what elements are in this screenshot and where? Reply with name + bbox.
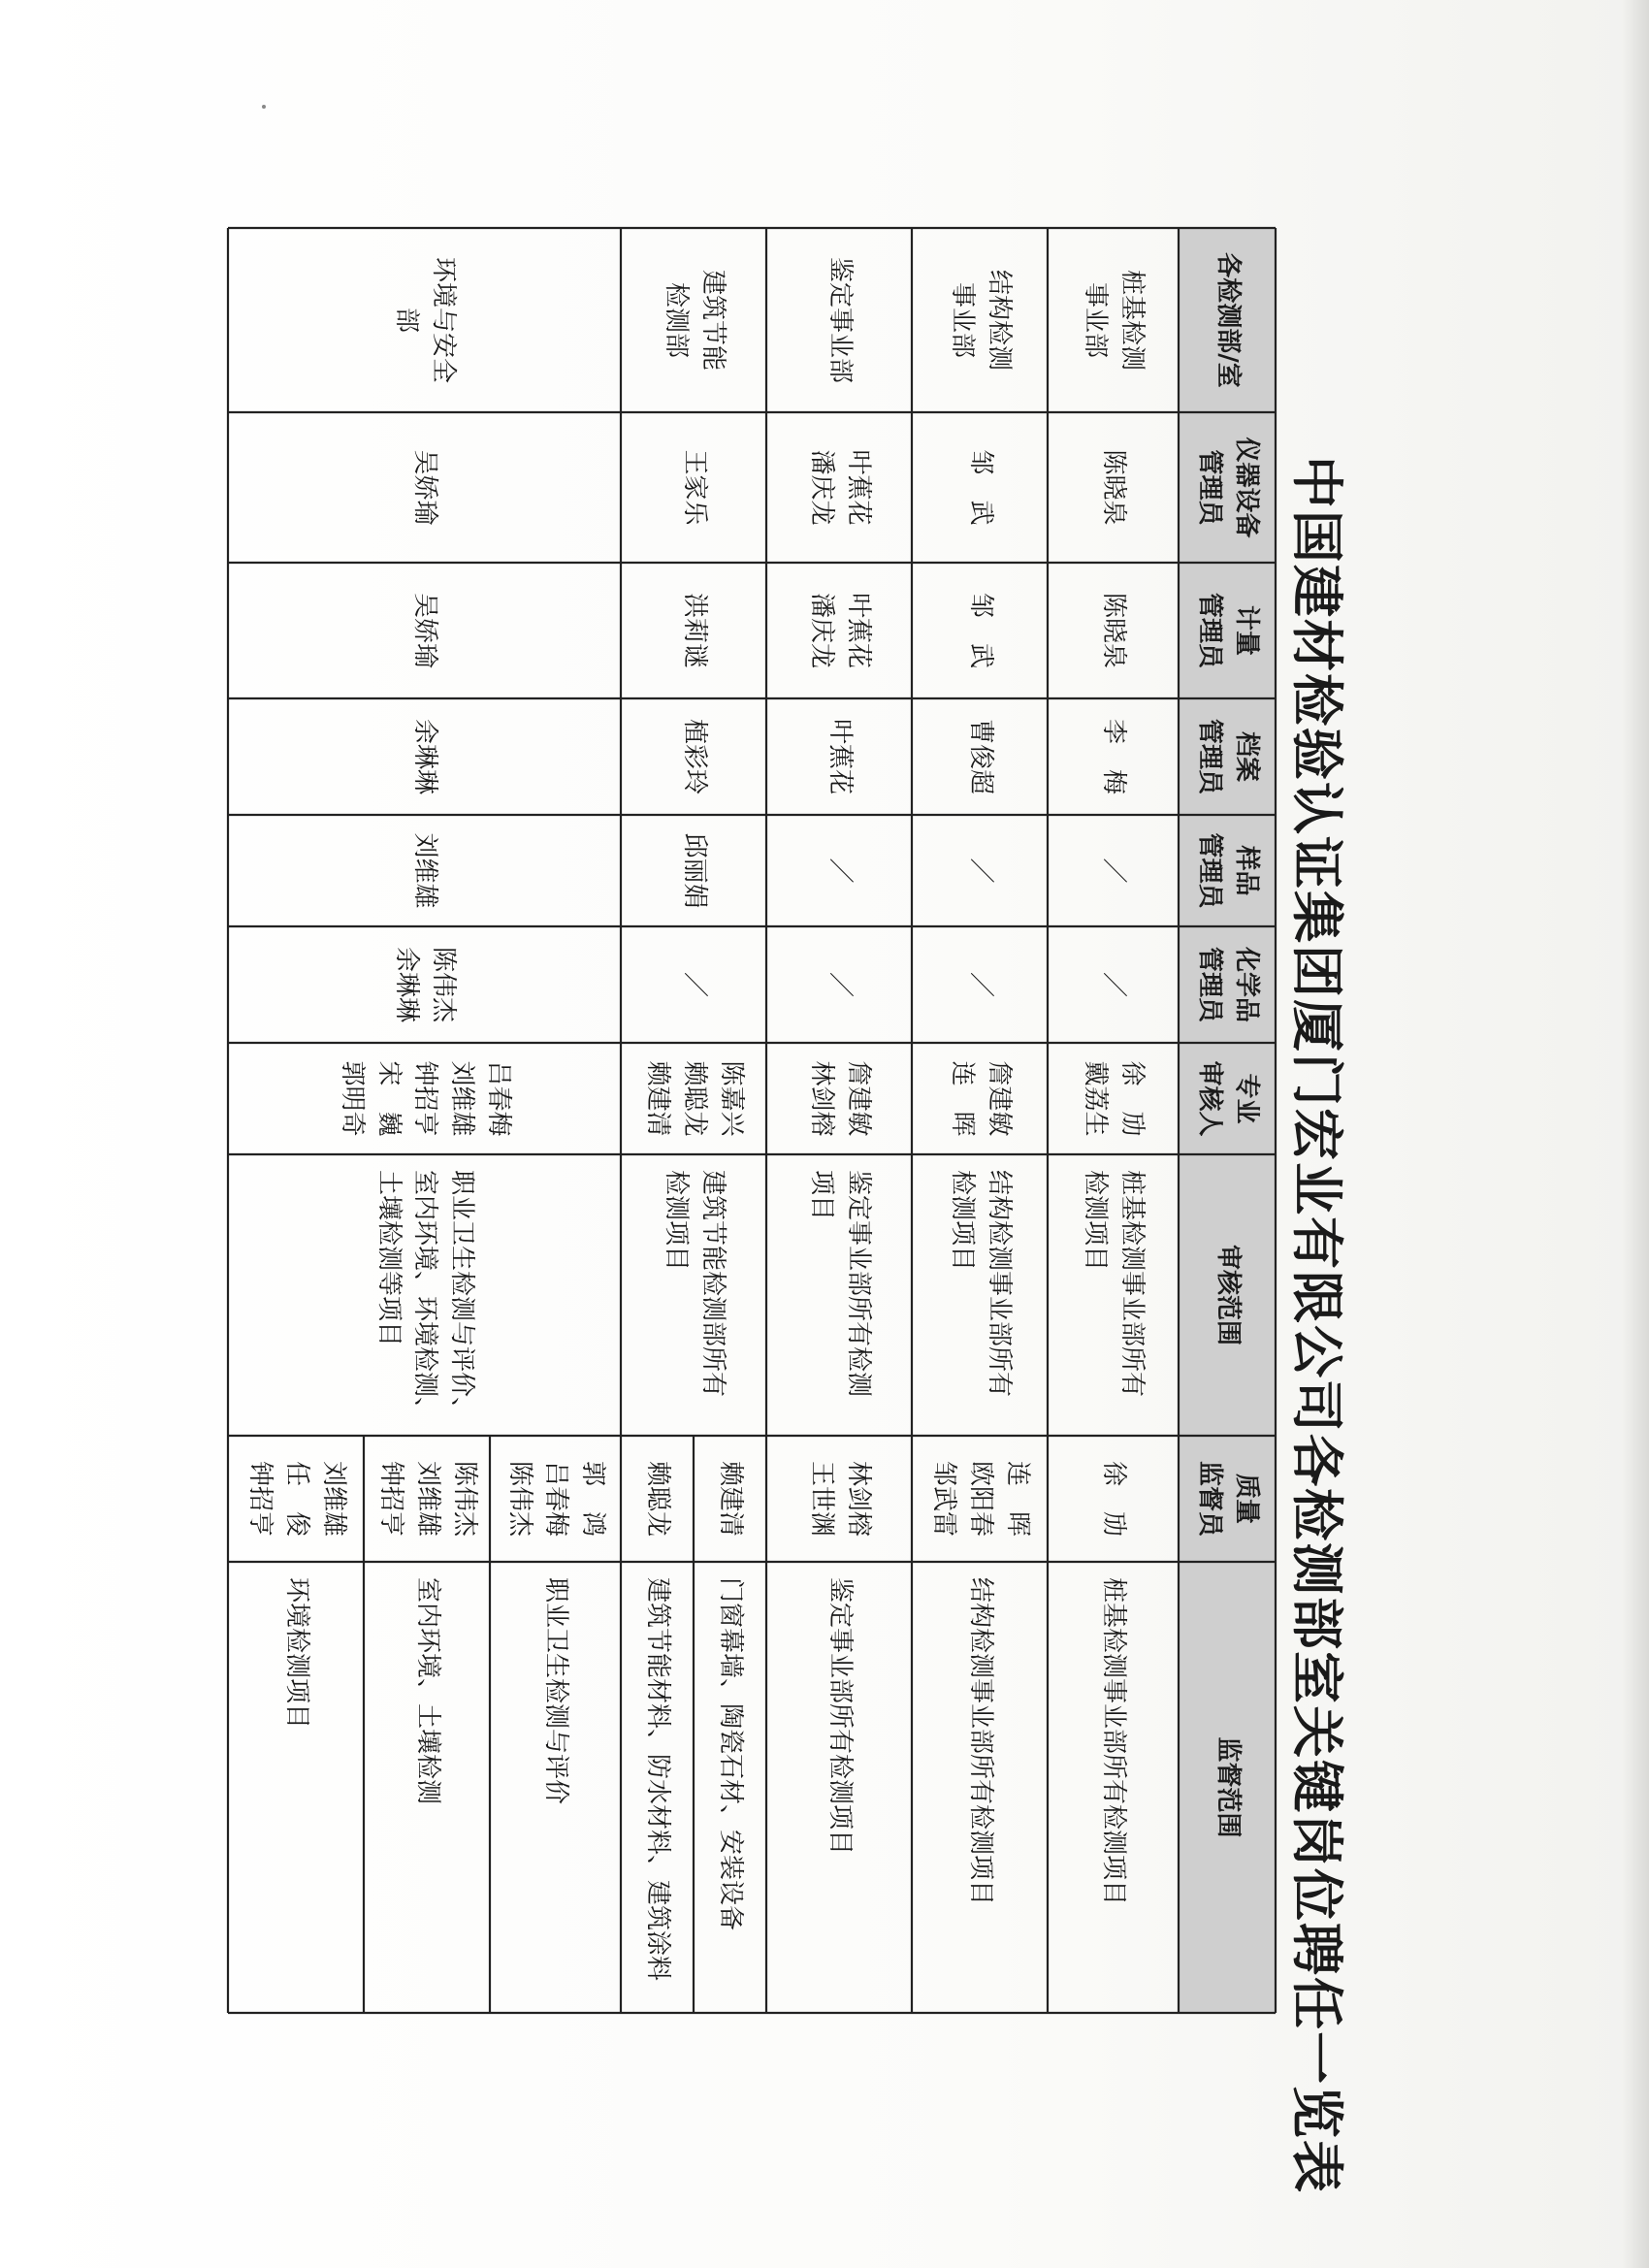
supervisor-cell: 郭 鸿 吕春梅 陈伟杰 <box>504 1460 608 1537</box>
instrument-manager-cell: 邹 武 <box>965 449 995 526</box>
dept-cell: 建筑节能 检测部 <box>662 269 728 371</box>
supervision-scope-cell: 门窗幕墙、陶瓷石材、安装设备 <box>716 1577 746 1931</box>
chemical-manager-cell: ／ <box>679 971 709 997</box>
chemical-manager-cell: ／ <box>1099 971 1129 997</box>
supervision-scope-cell: 鉴定事业部所有检测项目 <box>824 1577 855 1856</box>
review-scope-cell: 结构检测事业部所有 检测项目 <box>948 1170 1014 1398</box>
header-archive-manager: 档案 管理员 <box>1195 718 1261 794</box>
supervisor-cell: 赖建清 <box>716 1460 746 1537</box>
sample-manager-cell: 刘维雄 <box>410 832 440 909</box>
reviewer-cell: 陈嘉兴 赖聪龙 赖建清 <box>643 1060 746 1137</box>
chemical-manager-cell: 陈伟杰 余琳琳 <box>392 946 459 1022</box>
metrology-manager-cell: 洪莉谜 <box>679 592 709 668</box>
supervisor-cell: 连 晖 欧阳春 邹武雷 <box>929 1460 1032 1537</box>
archive-manager-cell: 叶蕉花 <box>824 718 855 794</box>
supervision-scope-cell: 结构检测事业部所有检测项目 <box>965 1577 995 1906</box>
archive-manager-cell: 植彩玲 <box>679 718 709 794</box>
chemical-manager-cell: ／ <box>824 971 855 997</box>
header-instrument-manager: 仪器设备 管理员 <box>1195 437 1261 538</box>
supervision-scope-cell: 建筑节能材料、防水材料、建筑涂料 <box>643 1577 673 1982</box>
document-title: 中国建材检验认证集团厦门宏业有限公司各检测部室关键岗位聘任一览表 <box>1286 456 1347 2194</box>
archive-manager-cell: 李 梅 <box>1099 718 1129 794</box>
supervisor-cell: 林剑榕 王世渊 <box>807 1460 873 1537</box>
supervision-scope-cell: 环境检测项目 <box>281 1577 311 1730</box>
supervision-scope-cell: 室内环境、土壤检测 <box>412 1577 442 1805</box>
dept-cell: 结构检测 事业部 <box>948 269 1014 371</box>
sample-manager-cell: ／ <box>965 858 995 884</box>
header-metrology-manager: 计量 管理员 <box>1195 592 1261 668</box>
header-professional-reviewer: 专业 审核人 <box>1195 1060 1261 1137</box>
archive-manager-cell: 曹俊超 <box>965 718 995 794</box>
header-chemical-manager: 化学品 管理员 <box>1195 946 1261 1022</box>
reviewer-cell: 詹建敏 连 晖 <box>948 1060 1014 1137</box>
header-department: 各检测部/室 <box>1212 252 1243 388</box>
reviewer-cell: 吕春梅 刘维雄 钟招亨 宋 巍 郭明奇 <box>337 1060 513 1137</box>
supervisor-cell: 刘维雄 任 俊 钟招亨 <box>245 1460 348 1537</box>
supervision-scope-cell: 职业卫生检测与评价 <box>541 1577 571 1805</box>
header-sample-manager: 样品 管理员 <box>1195 832 1261 909</box>
supervision-scope-cell: 桩基检测事业部所有检测项目 <box>1099 1577 1129 1906</box>
reviewer-cell: 徐 劢 戴荔生 <box>1081 1060 1148 1137</box>
header-review-scope: 审核范围 <box>1212 1244 1243 1345</box>
header-supervision-scope: 监督范围 <box>1212 1736 1243 1838</box>
supervisor-cell: 赖聪龙 <box>643 1460 673 1537</box>
review-scope-cell: 桩基检测事业部所有 检测项目 <box>1081 1170 1148 1398</box>
sample-manager-cell: ／ <box>824 858 855 884</box>
instrument-manager-cell: 叶蕉花 潘庆龙 <box>807 449 873 526</box>
sample-manager-cell: ／ <box>1099 858 1129 884</box>
supervisor-cell: 陈伟杰 刘维雄 钟招亨 <box>376 1460 479 1537</box>
header-quality-supervisor: 质量 监督员 <box>1195 1460 1261 1537</box>
metrology-manager-cell: 叶蕉花 潘庆龙 <box>807 592 873 668</box>
instrument-manager-cell: 吴娇瑜 <box>410 449 440 526</box>
supervisor-cell: 徐 劢 <box>1099 1460 1129 1537</box>
archive-manager-cell: 余琳琳 <box>410 718 440 794</box>
metrology-manager-cell: 陈晓泉 <box>1099 592 1129 668</box>
sample-manager-cell: 邱丽娟 <box>679 832 709 909</box>
review-scope-cell: 职业卫生检测与评价、 室内环境、环境检测、 土壤检测等项目 <box>373 1170 477 1423</box>
instrument-manager-cell: 王家乐 <box>679 449 709 526</box>
reviewer-cell: 詹建敏 林剑榕 <box>807 1060 873 1137</box>
dept-cell: 鉴定事业部 <box>824 256 855 383</box>
review-scope-cell: 建筑节能检测部所有 检测项目 <box>662 1170 728 1398</box>
review-scope-cell: 鉴定事业部所有检测 项目 <box>807 1170 873 1398</box>
dept-cell: 桩基检测 事业部 <box>1081 269 1148 371</box>
metrology-manager-cell: 邹 武 <box>965 592 995 668</box>
chemical-manager-cell: ／ <box>965 971 995 997</box>
metrology-manager-cell: 吴娇瑜 <box>410 592 440 668</box>
dept-cell: 环境与安全 部 <box>392 256 459 383</box>
instrument-manager-cell: 陈晓泉 <box>1099 449 1129 526</box>
